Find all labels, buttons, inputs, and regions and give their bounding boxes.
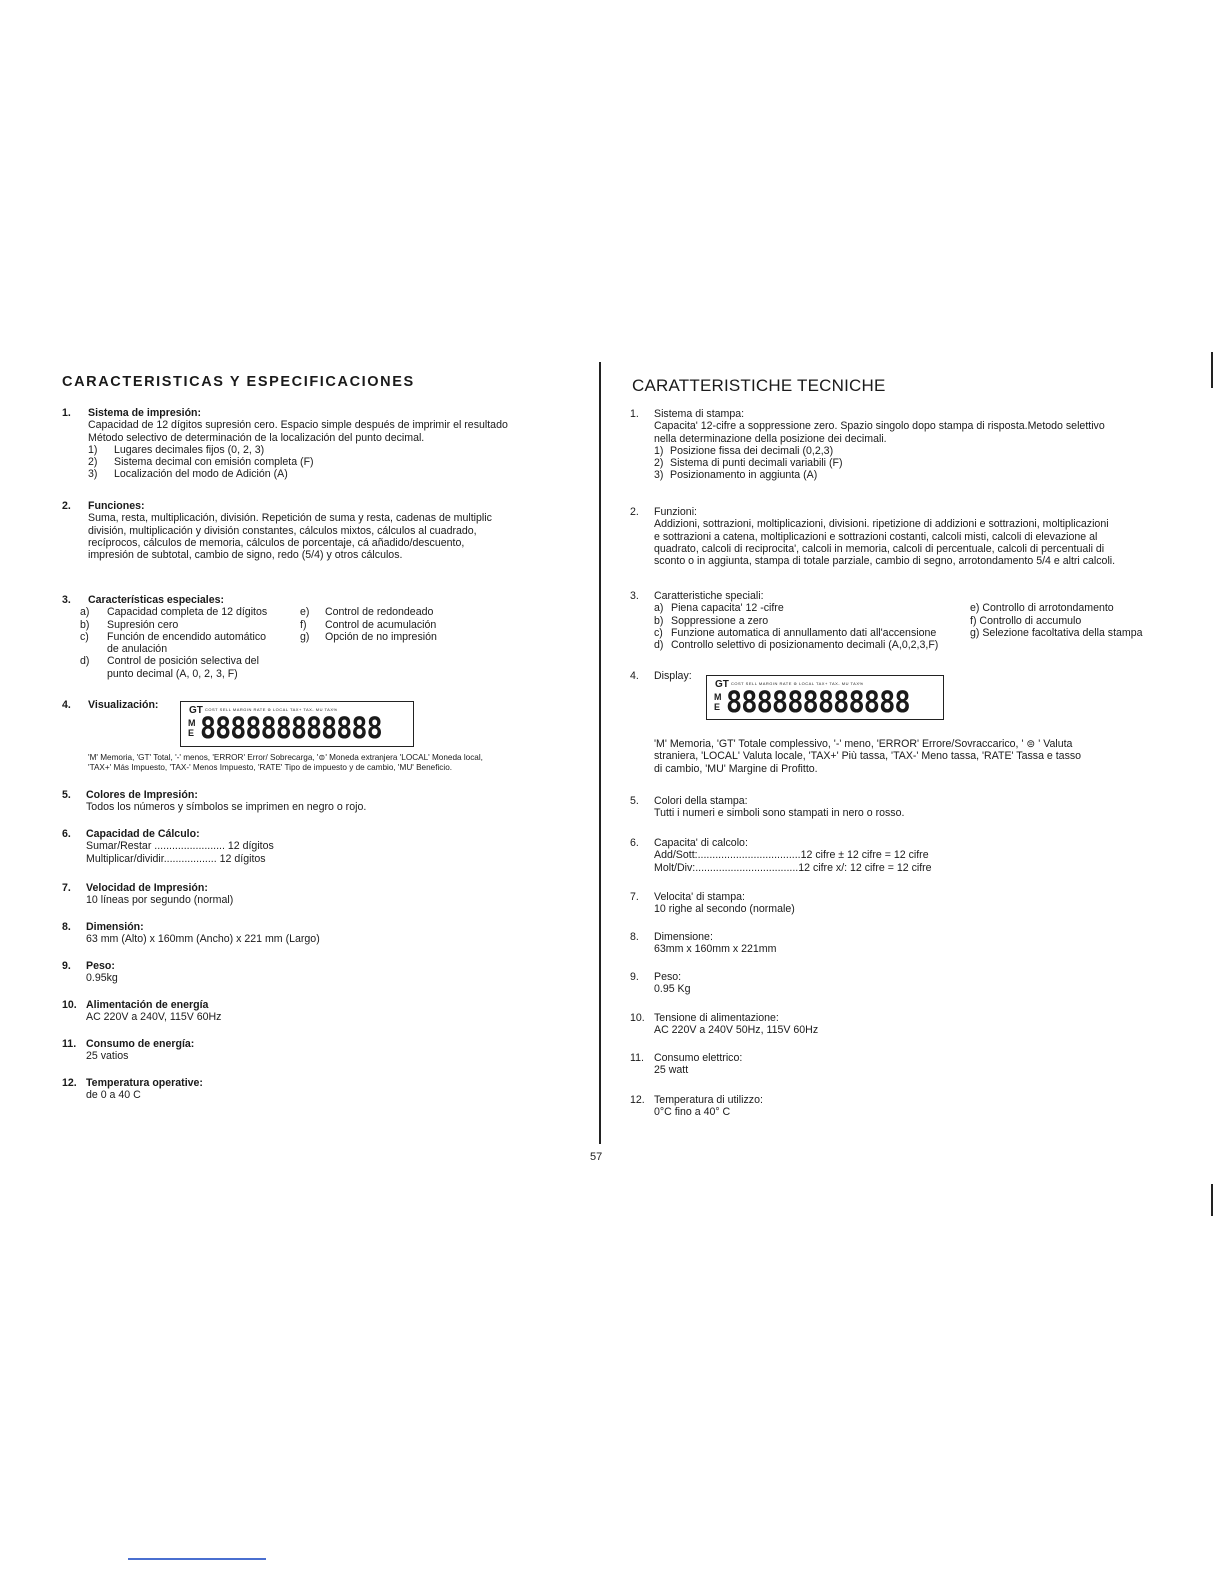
es-s10-line-1: AC 220V a 240V, 115V 60Hz [86, 1011, 222, 1024]
it-s4-note-2: straniera, 'LOCAL' Valuta locale, 'TAX+' Più tassa, 'TAX-' Meno tassa, 'RATE' Tassa e tasso [654, 750, 1082, 763]
it-s1-item-2-text: Sistema di punti decimali variabili (F) [670, 457, 843, 470]
es-s2-line-2: división, multiplicación y división constantes, cálculos mixtos, cálculos al cuadrado, [88, 524, 477, 537]
it-display-m-indicator: M [714, 692, 722, 702]
es-display-legend [88, 753, 588, 772]
es-s4-note-2: 'TAX+' Más Impuesto, 'TAX-' Menos Impuesto, 'RATE' Tipo de impuesto y de cambio, 'MU' Beneficio. [88, 762, 453, 772]
it-s3-item-a-text: Piena capacita' 12 -cifre [671, 602, 784, 615]
es-s1-item-1 [88, 444, 508, 456]
es-s3-item-g-marker: g) [300, 630, 310, 643]
it-section-4-number: 4. [630, 670, 639, 682]
it-s6-line-1: Add/Sott:...................................12 cifre ± 12 cifre = 12 cifre [654, 849, 929, 862]
es-section-1-heading: Sistema de impresión: [88, 407, 202, 419]
it-s1-item-1 [654, 445, 1105, 457]
it-s11-line-1: 25 watt [654, 1064, 689, 1077]
it-section-9-heading: Peso: [654, 971, 682, 983]
it-section-9-number: 9. [630, 971, 639, 983]
es-s6-line-2: Multiplicar/dividir.................. 12 dígitos [86, 852, 266, 865]
it-s3-item-f: f) Controllo di accumulo [970, 614, 1082, 627]
es-s3-item-e-text: Control de redondeado [325, 606, 434, 619]
it-s1-item-1-marker: 1) [654, 444, 664, 457]
it-display-gt-indicator: GT [715, 679, 729, 690]
es-s3-item-a [80, 606, 320, 618]
right-edge-mark-bottom [1211, 1184, 1213, 1216]
es-s3-item-f-text: Control de acumulación [325, 618, 437, 631]
it-section-3-heading: Caratteristiche speciali: [654, 590, 764, 602]
es-s2-line-4: impresión de subtotal, cambio de signo, redo (5/4) y otros cálculos. [88, 549, 403, 562]
es-section-3-number: 3. [62, 594, 71, 606]
es-s1-item-1-text: Lugares decimales fijos (0, 2, 3) [114, 443, 265, 456]
it-s6-line-2: Molt/Div:...................................12 cifre x/: 12 cifre = 12 cifre [654, 861, 932, 874]
bottom-blue-rule [128, 1558, 266, 1560]
es-s1-item-2-text: Sistema decimal con emisión completa (F) [114, 456, 314, 469]
es-s1-item-2 [88, 456, 508, 468]
it-s3-item-b-marker: b) [654, 614, 664, 627]
es-section-11-number: 11. [62, 1038, 77, 1050]
it-section-7-heading: Velocita' di stampa: [654, 891, 745, 903]
es-section-6-heading: Capacidad de Cálculo: [86, 828, 200, 840]
es-s3-item-d-marker: d) [80, 655, 90, 668]
it-section-10-number: 10. [630, 1012, 645, 1024]
it-s7-line-1: 10 righe al secondo (normale) [654, 903, 795, 916]
it-section-5-heading: Colori della stampa: [654, 795, 748, 807]
es-s3-item-g [300, 631, 500, 643]
es-s3-item-f-marker: f) [300, 618, 307, 631]
es-s1-item-2-marker: 2) [88, 456, 98, 469]
it-section-12-heading: Temperatura di utilizzo: [654, 1094, 763, 1106]
it-s1-item-2-marker: 2) [654, 457, 664, 470]
it-section-3 [630, 590, 1200, 660]
es-display-e-indicator: E [188, 728, 195, 738]
es-section-8-heading: Dimensión: [86, 921, 144, 933]
es-s7-line-1: 10 líneas por segundo (normal) [86, 894, 234, 907]
es-s3-item-d [80, 655, 320, 667]
es-s1-item-1-marker: 1) [88, 443, 98, 456]
es-display-m-indicator: M [188, 718, 196, 728]
it-section-11-number: 11. [630, 1052, 644, 1064]
es-section-2-number: 2. [62, 500, 71, 512]
es-s3-item-c-text: Función de encendido automático [107, 630, 267, 643]
it-section-2-heading: Funzioni: [654, 506, 697, 518]
it-s4-note-3: di cambio, 'MU' Margine di Profitto. [654, 762, 818, 775]
page-number: 57 [590, 1151, 603, 1163]
es-s6-line-1: Sumar/Restar ........................ 12 dígitos [86, 840, 274, 853]
es-s3-item-a-text: Capacidad completa de 12 dígitos [107, 606, 268, 619]
it-section-1-number: 1. [630, 408, 639, 420]
es-s1-item-3-marker: 3) [88, 468, 98, 481]
es-section-3-heading: Características especiales: [88, 594, 225, 606]
it-section-6-heading: Capacita' di calcolo: [654, 837, 748, 849]
es-s1-item-3-text: Localización del modo de Adición (A) [114, 468, 288, 481]
es-display-gt-indicator: GT [189, 705, 203, 716]
es-section-4-heading: Visualización: [88, 699, 159, 711]
it-section-8-number: 8. [630, 931, 639, 943]
center-divider-line [599, 362, 601, 1144]
es-section-12-number: 12. [62, 1077, 77, 1089]
es-section-3 [62, 594, 582, 686]
it-section-4-heading: Display: [654, 670, 692, 682]
it-section-1-heading: Sistema di stampa: [654, 408, 745, 420]
it-section-10-heading: Tensione di alimentazione: [654, 1012, 779, 1024]
es-s4-note-1: 'M' Memoria, 'GT' Total, '-' menos, 'ERROR' Error/ Sobrecarga, '⊜' Moneda extranjera 'LOCAL' Moneda local, [88, 753, 483, 762]
it-display-annunciators: COST SELL MARGIN RATE ⊜ LOCAL TAX+ TAX- MU TAX% [731, 681, 864, 686]
es-section-7-heading: Velocidad de Impresión: [86, 882, 208, 894]
it-section-12-number: 12. [630, 1094, 645, 1106]
it-s1-line-1: Capacita' 12-cifre a soppressione zero. Spazio singolo dopo stampa di risposta.Metodo selettivo [654, 420, 1105, 433]
es-s11-line-1: 25 vatios [86, 1050, 129, 1063]
es-display-illustration [180, 701, 414, 747]
es-s3-item-d-text: Control de posición selectiva del [107, 655, 259, 668]
es-s3-item-d-cont: punto decimal (A, 0, 2, 3, F) [107, 667, 238, 680]
it-display-e-indicator: E [714, 702, 721, 712]
it-section-8-heading: Dimensione: [654, 931, 713, 943]
es-s3-item-c-cont: de anulación [107, 643, 168, 656]
it-s2-line-4: sconto o in aggiunta, stampa di totale parziale, cambio di segno, arrotondamento 5/4 e altri calcoli. [654, 555, 1116, 568]
it-s5-line-1: Tutti i numeri e simboli sono stampati in nero o rosso. [654, 807, 905, 820]
es-s3-item-g-text: Opción de no impresión [325, 630, 437, 643]
es-section-5-heading: Colores de Impresión: [86, 789, 198, 801]
es-s12-line-1: de 0 a 40 C [86, 1089, 141, 1102]
it-section-3-number: 3. [630, 590, 639, 602]
es-section-10-number: 10. [62, 999, 77, 1011]
es-section-1-number: 1. [62, 407, 71, 419]
es-s3-item-b [80, 619, 320, 631]
es-section-9-heading: Peso: [86, 960, 115, 972]
es-s3-item-b-text: Supresión cero [107, 618, 179, 631]
es-s3-item-a-marker: a) [80, 606, 90, 619]
es-s3-item-e [300, 606, 500, 618]
es-s3-item-f [300, 619, 500, 631]
es-s2-line-3: recíprocos, cálculos de memoria, cálculos de porcentaje, cá añadido/descuento, [88, 536, 465, 549]
it-s4-note-1: 'M' Memoria, 'GT' Totale complessivo, '-' meno, 'ERROR' Errore/Sovraccarico, ' ⊜ ' Valuta [654, 738, 1073, 750]
it-s2-line-3: quadrato, calcoli di reciprocita', calcoli in memoria, calcoli di percentuale, calcoli di percentuali di [654, 542, 1105, 555]
es-s1-item-3 [88, 468, 508, 480]
it-s2-line-2: e sottrazioni a catena, moltiplicazioni e sottrazioni costanti, calcoli misti, calcoli di elevazione al [654, 530, 1098, 543]
it-s3-item-b-text: Soppressione a zero [671, 614, 769, 627]
it-s1-line-2: nella determinazione della posizione dei decimali. [654, 432, 887, 445]
it-display-digits: 888888888888 [726, 685, 910, 719]
es-display-annunciators: COST SELL MARGIN RATE ⊜ LOCAL TAX+ TAX- MU TAX% [205, 707, 338, 712]
it-s3-item-g: g) Selezione facoltativa della stampa [970, 626, 1143, 639]
es-section-9-number: 9. [62, 960, 71, 972]
es-s3-item-b-marker: b) [80, 618, 90, 631]
it-section-7-number: 7. [630, 891, 639, 903]
es-section-4-number: 4. [62, 699, 71, 711]
es-s1-line-1: Capacidad de 12 dígitos supresión cero. Espacio simple después de imprimir el resultado [88, 419, 508, 432]
it-s3-item-a-marker: a) [654, 602, 664, 615]
it-section-5-number: 5. [630, 795, 639, 807]
es-section-8-number: 8. [62, 921, 71, 933]
it-s1-item-2 [654, 457, 1105, 469]
es-s3-item-c [80, 631, 320, 643]
it-s12-line-1: 0°C fino a 40° C [654, 1106, 731, 1119]
it-s1-item-3 [654, 469, 1105, 481]
right-edge-mark-top [1211, 352, 1213, 388]
it-s9-line-1: 0.95 Kg [654, 983, 691, 996]
it-section-11-heading: Consumo elettrico: [654, 1052, 743, 1064]
it-s8-line-1: 63mm x 160mm x 221mm [654, 943, 777, 956]
it-section-2-number: 2. [630, 506, 639, 518]
es-section-12-heading: Temperatura operative: [86, 1077, 203, 1089]
es-s9-line-1: 0.95kg [86, 972, 118, 985]
it-display-legend [654, 738, 1204, 775]
es-section-5-number: 5. [62, 789, 71, 801]
es-s5-line-1: Todos los números y símbolos se imprimen en negro o rojo. [86, 801, 367, 814]
it-s3-item-d-text: Controllo selettivo di posizionamento decimali (A,0,2,3,F) [671, 639, 939, 652]
es-section-11-heading: Consumo de energía: [86, 1038, 195, 1050]
it-s1-item-3-text: Posizionamento in aggiunta (A) [670, 469, 818, 482]
es-section-2-heading: Funciones: [88, 500, 145, 512]
es-s3-item-e-marker: e) [300, 606, 310, 619]
it-s1-item-3-marker: 3) [654, 469, 664, 482]
it-display-illustration [706, 675, 944, 720]
it-s3-item-d-marker: d) [654, 639, 664, 652]
it-s10-line-1: AC 220V a 240V 50Hz, 115V 60Hz [654, 1024, 819, 1037]
it-s3-item-c-marker: c) [654, 626, 663, 639]
es-section-10-heading: Alimentación de energía [86, 999, 209, 1011]
es-s1-line-2: Método selectivo de determinación de la localización del punto decimal. [88, 431, 425, 444]
it-page-title: CARATTERISTICHE TECNICHE [632, 376, 886, 395]
it-s3-item-e: e) Controllo di arrotondamento [970, 602, 1114, 615]
es-section-6-number: 6. [62, 828, 71, 840]
es-s3-item-c-marker: c) [80, 630, 89, 643]
es-section-7-number: 7. [62, 882, 71, 894]
it-section-6-number: 6. [630, 837, 639, 849]
it-s1-item-1-text: Posizione fissa dei decimali (0,2,3) [670, 444, 834, 457]
it-s3-item-d [654, 639, 1194, 651]
es-page-title: CARACTERISTICAS Y ESPECIFICACIONES [62, 374, 415, 390]
it-s3-item-c-text: Funzione automatica di annullamento dati all'accensione [671, 626, 937, 639]
es-display-digits: 888888888888 [200, 711, 382, 745]
it-s2-line-1: Addizioni, sottrazioni, moltiplicazioni, divisioni. ripetizione di addizioni e sottrazioni, moltiplicazioni [654, 518, 1109, 531]
es-s8-line-1: 63 mm (Alto) x 160mm (Ancho) x 221 mm (Largo) [86, 933, 320, 946]
es-s2-line-1: Suma, resta, multiplicación, división. Repetición de suma y resta, cadenas de multiplic [88, 512, 492, 525]
